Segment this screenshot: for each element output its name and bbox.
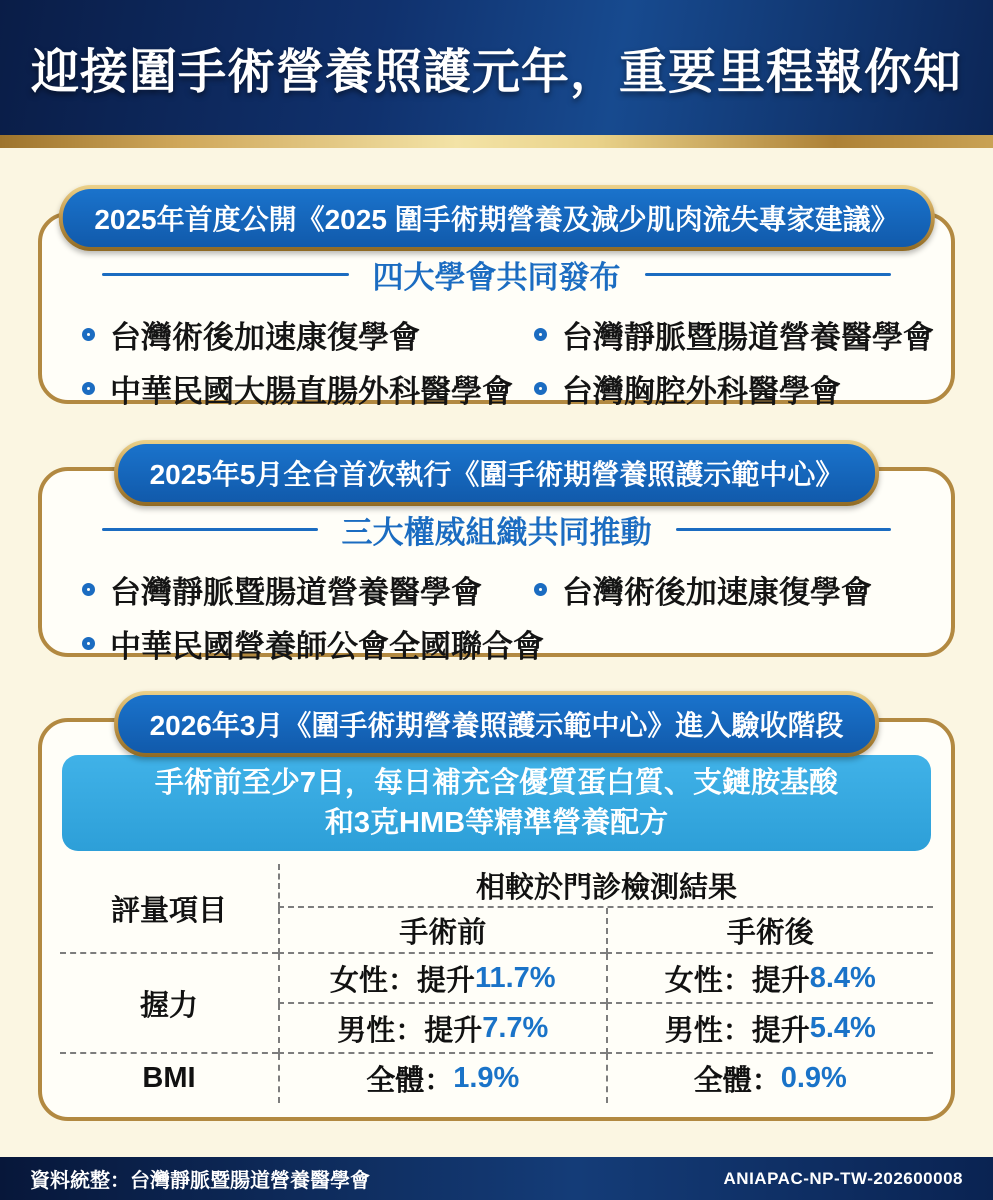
bullet-ring-icon [82, 583, 95, 596]
society-name: 中華民國營養師公會全國聯合會 [110, 628, 544, 664]
content-area [0, 148, 993, 1121]
nutrition-highlight-box [62, 755, 931, 851]
milestone-card-2026-acceptance [38, 691, 955, 1121]
value-number: 11.7% [474, 961, 556, 994]
society-name: 台灣靜脈暨腸道營養醫學會 [561, 319, 934, 355]
list-item [82, 311, 534, 357]
grip-female-pre-cell [278, 954, 606, 1004]
milestone-card-2025-demo-center [38, 440, 955, 664]
value-prefix: 全體： [366, 1065, 454, 1098]
society-name: 台灣術後加速康復學會 [561, 574, 872, 610]
society-bullet-list [42, 297, 951, 411]
list-item [534, 311, 951, 357]
value-number: 7.7% [482, 1011, 549, 1044]
value-prefix: 男性：提升 [664, 1014, 810, 1047]
value-prefix: 女性：提升 [329, 964, 475, 997]
divider-line-left [102, 528, 318, 531]
card-subtitle: 三大權威組織共同推動 [341, 515, 652, 550]
card-header-pill [114, 440, 880, 506]
card-subtitle-row [42, 507, 951, 552]
divider-line-right [645, 273, 892, 276]
society-name: 中華民國大腸直腸外科醫學會 [110, 373, 513, 409]
bullet-ring-icon [534, 382, 547, 395]
list-item [534, 566, 951, 612]
card-header-label: 2026年3月《圍手術期營養照護示範中心》進入驗收階段 [118, 695, 876, 753]
society-name: 台灣術後加速康復學會 [110, 319, 420, 355]
footer-code: ANIAPAC-NP-TW-202600008 [723, 1168, 963, 1188]
list-item [534, 365, 951, 411]
society-bullet-list [42, 552, 951, 666]
value-number: 0.9% [780, 1062, 847, 1095]
divider-line-left [102, 273, 349, 276]
bullet-ring-icon [82, 637, 95, 650]
eval-header-cell: 評量項目 [60, 864, 278, 954]
society-name: 台灣靜脈暨腸道營養醫學會 [110, 574, 482, 610]
footer-bar [0, 1157, 993, 1200]
post-op-header: 手術後 [606, 908, 934, 954]
pre-op-header: 手術前 [278, 908, 606, 954]
bullet-ring-icon [82, 328, 95, 341]
list-item [82, 566, 534, 612]
milestone-card-2025-guideline [38, 185, 955, 409]
card-subtitle: 四大學會共同發布 [372, 260, 621, 295]
value-prefix: 男性：提升 [337, 1014, 483, 1047]
divider-line-right [676, 528, 892, 531]
bullet-ring-icon [82, 382, 95, 395]
bmi-label-cell: BMI [142, 1062, 196, 1095]
results-table [60, 864, 933, 1103]
footer-source: 資料統整：台灣靜脈暨腸道營養醫學會 [30, 1170, 370, 1192]
bullet-ring-icon [534, 328, 547, 341]
value-number: 8.4% [809, 961, 876, 994]
value-prefix: 女性：提升 [664, 964, 810, 997]
list-item [82, 365, 534, 411]
grip-label-cell: 握力 [60, 954, 278, 1054]
gold-divider [0, 135, 993, 148]
page-title: 迎接圍手術營養照護元年，重要里程報你知 [30, 46, 962, 99]
card-body [38, 718, 955, 1121]
comparison-span-header: 相較於門診檢測結果 [278, 864, 933, 908]
bmi-post-cell [606, 1054, 934, 1103]
society-name: 台灣胸腔外科醫學會 [561, 373, 841, 409]
highlight-line: 和3克HMB等精準營養配方 [324, 807, 669, 840]
bmi-pre-cell [278, 1054, 606, 1103]
value-number: 1.9% [453, 1062, 520, 1095]
highlight-line: 手術前至少7日，每日補充含優質蛋白質、支鏈胺基酸 [154, 767, 839, 799]
value-prefix: 全體： [693, 1065, 781, 1098]
grip-male-post-cell [606, 1004, 934, 1054]
header-banner [0, 0, 993, 135]
card-header-pill [58, 185, 934, 251]
card-subtitle-row [42, 252, 951, 297]
list-item [82, 620, 544, 666]
grip-male-pre-cell [278, 1004, 606, 1054]
card-header-pill [114, 691, 880, 757]
bullet-ring-icon [534, 583, 547, 596]
card-header-label: 2025年5月全台首次執行《圍手術期營養照護示範中心》 [118, 444, 876, 502]
grip-female-post-cell [606, 954, 934, 1004]
value-number: 5.4% [809, 1011, 876, 1044]
card-header-label: 2025年首度公開《2025 圍手術期營養及減少肌肉流失專家建議》 [62, 189, 930, 247]
